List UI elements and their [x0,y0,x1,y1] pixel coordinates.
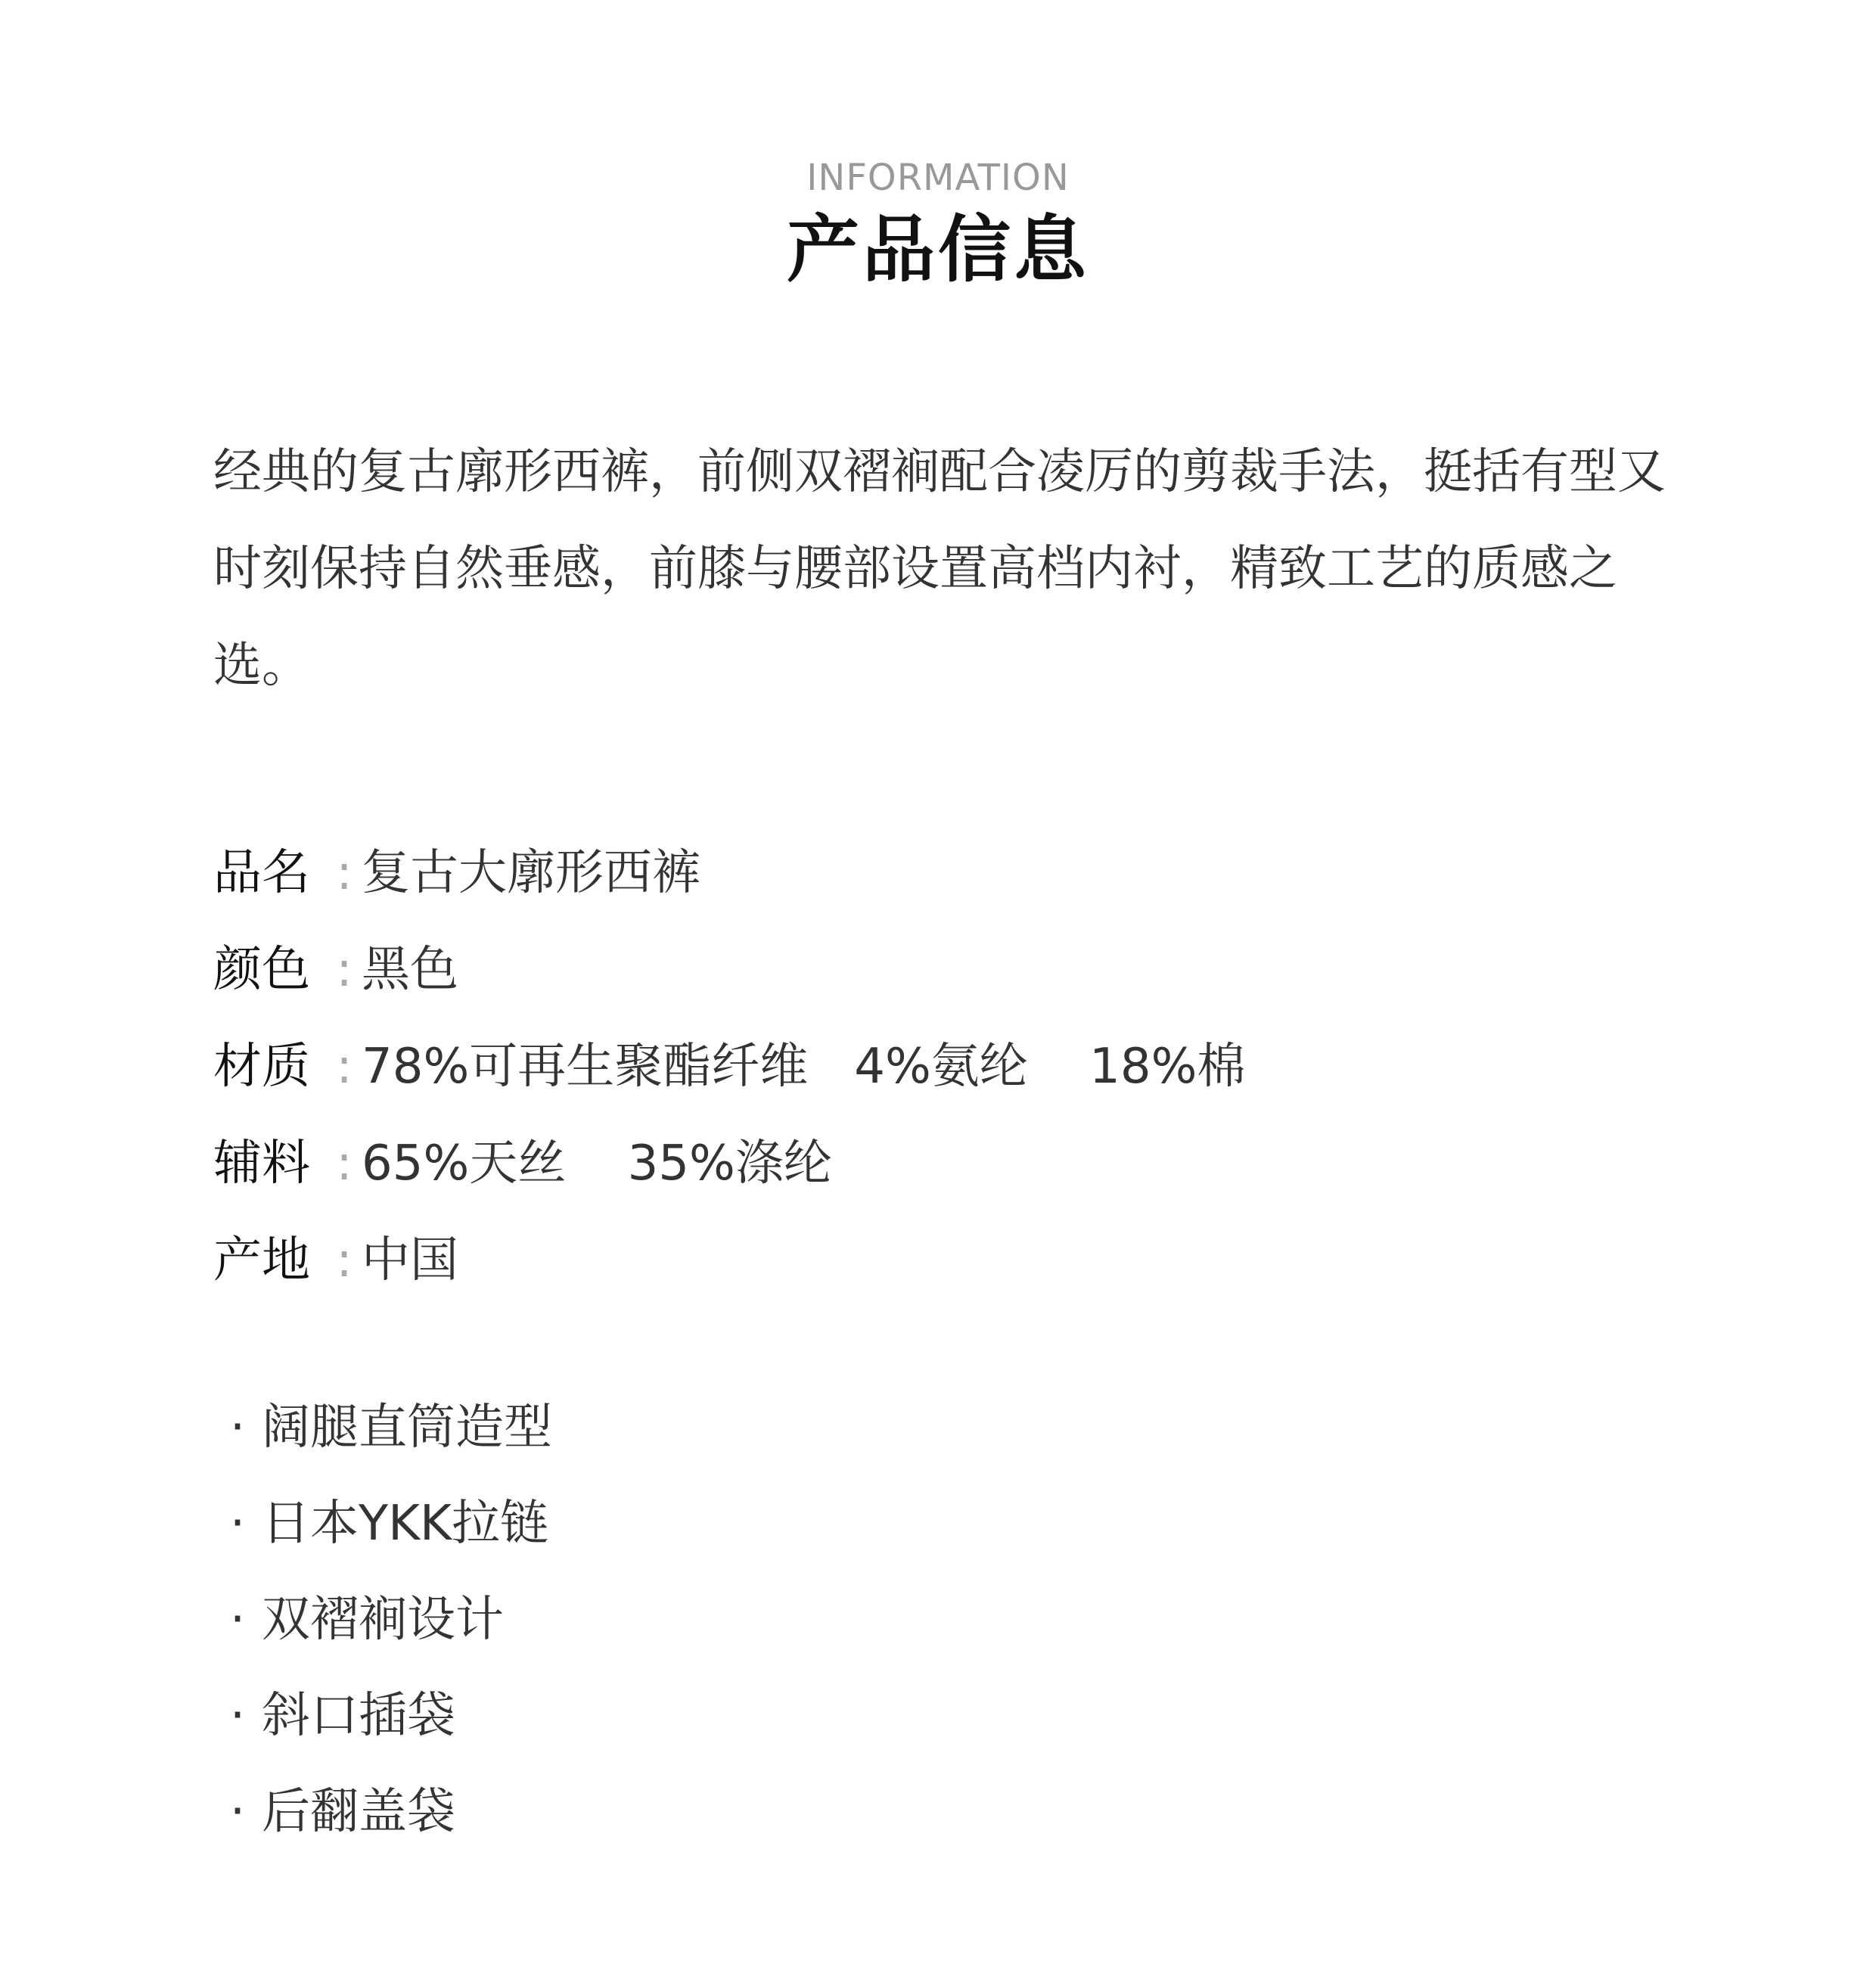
spec-row-color [213,921,1666,1018]
spec-row-origin [213,1212,1666,1309]
spec-value: 中国 [362,1232,458,1288]
feature-item [213,1380,1666,1476]
product-description: 经典的复古廓形西裤，前侧双褶裥配合凌厉的剪裁手法，挺括有型又时刻保持自然垂感，前膝与腰部设置高档内衬，精致工艺的质感之选。 [213,444,1666,694]
spec-label: 品名 [213,845,310,901]
feature-text: 斜口插袋 [262,1688,455,1744]
spec-separator: : [336,1039,353,1095]
bullet-icon: · [229,1688,246,1744]
section-subtitle: INFORMATION [806,157,1070,199]
feature-item [213,1764,1666,1860]
spec-label: 产地 [213,1232,310,1288]
feature-text: 双褶裥设计 [262,1592,504,1648]
feature-item [213,1668,1666,1764]
spec-value: 黑色 [362,942,458,998]
spec-value: 复古大廓形西裤 [362,845,700,901]
feature-list [213,1380,1666,1860]
bullet-icon: · [229,1496,246,1552]
spec-separator: : [336,1136,353,1192]
spec-separator: : [336,845,353,901]
bullet-icon: · [229,1400,246,1456]
spec-value: 78%可再生聚酯纤维 4%氨纶 18%棉 [362,1039,1246,1095]
spec-separator: : [336,942,353,998]
feature-text: 日本YKK拉链 [262,1496,549,1552]
spec-row-material [213,1018,1666,1115]
spec-row-lining [213,1115,1666,1212]
spec-label: 颜色 [213,942,310,998]
spec-row-name [213,825,1666,921]
spec-value: 65%天丝 35%涤纶 [362,1136,832,1192]
feature-text: 阔腿直筒造型 [262,1400,552,1456]
section-title: 产品信息 [787,207,1089,292]
spec-list [213,825,1666,1309]
feature-text: 后翻盖袋 [262,1784,455,1840]
spec-label: 辅料 [213,1136,310,1192]
bullet-icon: · [229,1784,246,1840]
spec-label: 材质 [213,1039,310,1095]
spec-separator: : [336,1232,353,1288]
bullet-icon: · [229,1592,246,1648]
feature-item [213,1572,1666,1668]
feature-item [213,1476,1666,1572]
